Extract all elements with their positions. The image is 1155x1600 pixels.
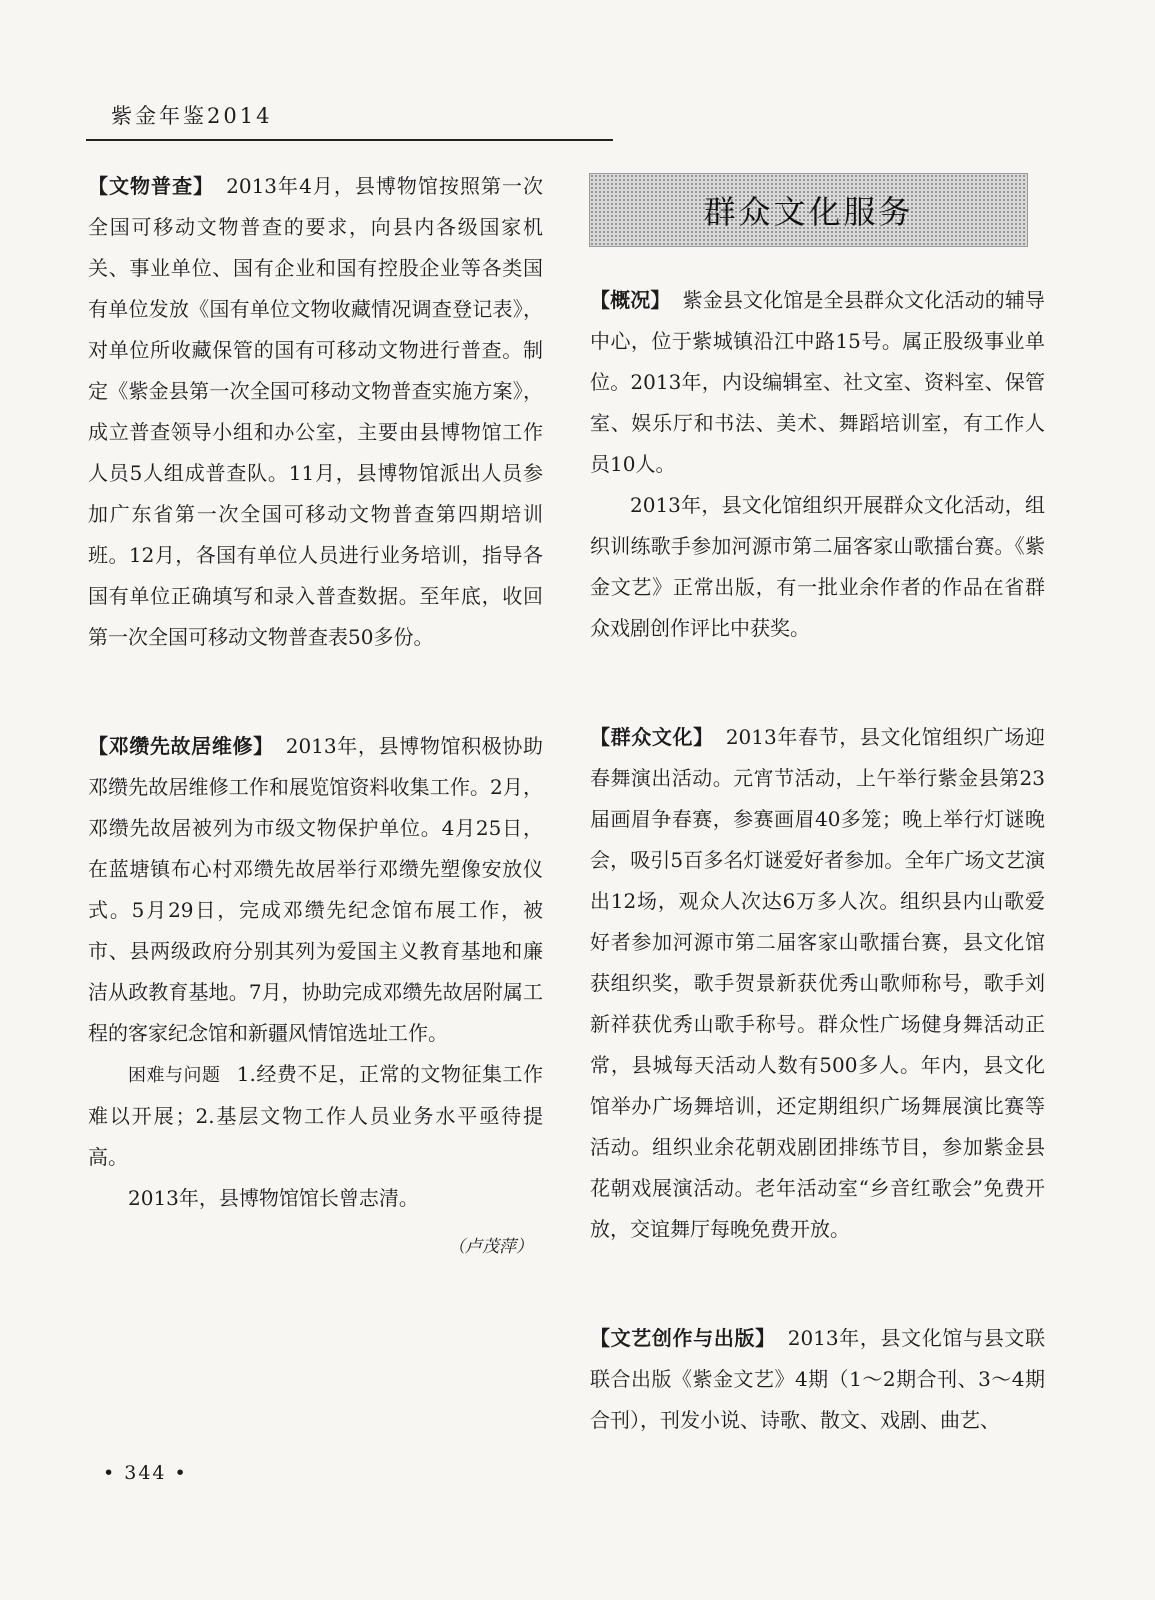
section-label: 【文艺创作与出版】 (590, 1326, 776, 1350)
paragraph-difficulties (88, 1054, 543, 1178)
paragraph-text: 2013年，县博物馆积极协助邓缵先故居维修工作和展览馆资料收集工作。2月，邓缵先故居被列为市级文物保护单位。4月25日，在蓝塘镇布心村邓缵先故居举行邓缵先塑像安放仪式。5月29日，完成邓缵先纪念馆布展工作，被市、县两级政府分别其列为爱国主义教育基地和廉洁从政教育基地。7月，协助完成邓缵先故居附属工程的客家纪念馆和新疆风情馆选址工作。 (88, 734, 543, 1045)
paragraph-deng-residence-repair (88, 726, 543, 1054)
section-gap (590, 1250, 1045, 1318)
paragraph-mass-culture (590, 717, 1045, 1250)
paragraph-text: 2013年4月，县博物馆按照第一次全国可移动文物普查的要求，向县内各级国家机关、事业单位、国有企业和国有控股企业等各类国有单位发放《国有单位文物收藏情况调查登记表》，对单位所收藏保管的国有可移动文物进行普查。制定《紫金县第一次全国可移动文物普查实施方案》，成立普查领导小组和办公室，主要由县博物馆工作人员5人组成普查队。11月，县博物馆派出人员参加广东省第一次全国可移动文物普查第四期培训班。12月，各国有单位人员进行业务培训，指导各国有单位正确填写和录入普查数据。至年底，收回第一次全国可移动文物普查表50多份。 (88, 174, 544, 649)
paragraph-text: 紫金县文化馆是全县群众文化活动的辅导中心，位于紫城镇沿江中路15号。属正股级事业单位。2013年，内设编辑室、社文室、资料室、保管室、娱乐厅和书法、美术、舞蹈培训室，有工作人员10人。 (590, 288, 1046, 476)
section-label: 【邓缵先故居维修】 (88, 734, 274, 758)
running-header: 紫金年鉴2014 (111, 104, 273, 128)
left-column (88, 166, 543, 1268)
paragraph-overview (590, 280, 1045, 485)
paragraph-overview-2: 2013年，县文化馆组织开展群众文化活动，组织训练歌手参加河源市第二届客家山歌擂台赛。《紫金文艺》正常出版，有一批业余作者的作品在省群众戏剧创作评比中获奖。 (590, 493, 1045, 640)
section-gap (590, 649, 1045, 717)
page-number: • 344 • (103, 1462, 188, 1484)
paragraph-museum-director: 2013年，县博物馆馆长曾志清。 (128, 1186, 419, 1210)
section-gap (88, 658, 543, 726)
paragraph-literary-creation (590, 1318, 1045, 1441)
header-rule (86, 139, 613, 141)
section-label: 【群众文化】 (590, 725, 714, 749)
section-banner (589, 173, 1028, 247)
section-banner-title: 群众文化服务 (703, 193, 914, 231)
section-label: 【概况】 (590, 288, 671, 312)
paragraph-text: 2013年春节，县文化馆组织广场迎春舞演出活动。元宵节活动，上午举行紫金县第23届画眉争春赛，参赛画眉40多笼；晚上举行灯谜晚会，吸引5百多名灯谜爱好者参加。全年广场文艺演出12场，观众人次达6万多人次。组织县内山歌爱好者参加河源市第二届客家山歌擂台赛，县文化馆获组织奖，歌手贺景新获优秀山歌师称号，歌手刘新祥获优秀山歌手称号。群众性广场健身舞活动正常，县城每天活动人数有500多人。年内，县文化馆举办广场舞培训，还定期组织广场舞展演比赛等活动。组织业余花朝戏剧团排练节目，参加紫金县花朝戏展演活动。老年活动室“乡音红歌会”免费开放，交谊舞厅每晚免费开放。 (590, 725, 1046, 1241)
author-signature: （卢茂萍） (448, 1237, 533, 1257)
right-column (590, 280, 1045, 1441)
subsection-label: 困难与问题 (128, 1065, 221, 1086)
paragraph-text: 2013年，县文化馆与县文联联合出版《紫金文艺》4期（1～2期合刊、3～4期合刊），刊发小说、诗歌、散文、戏剧、曲艺、 (590, 1326, 1045, 1432)
section-label: 【文物普查】 (88, 174, 215, 198)
paragraph-cultural-relics-census (88, 166, 543, 658)
paragraph-text: 1.经费不足，正常的文物征集工作难以开展；2.基层文物工作人员业务水平亟待提高。 (88, 1062, 543, 1169)
